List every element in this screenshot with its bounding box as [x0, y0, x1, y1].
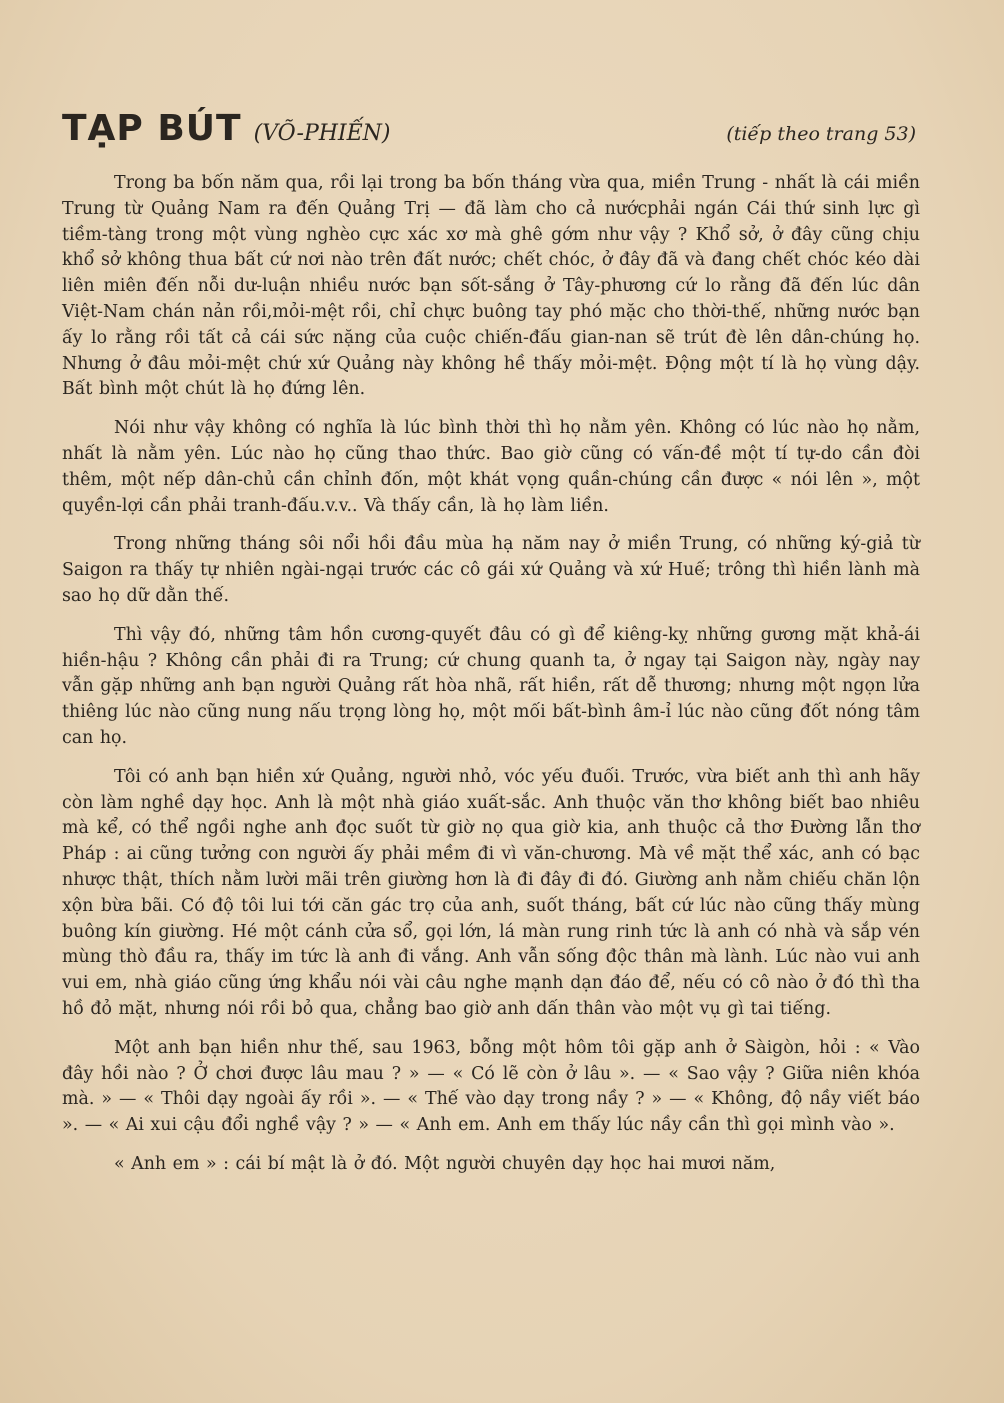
paragraph-6: Một anh bạn hiền như thế, sau 1963, bỗng một hôm tôi gặp anh ở Sàigòn, hỏi : « Vào đây hồi nào ? Ở chơi được lâu mau ? » — « Có lẽ còn ở lâu ». — « Sao vậy ? Giữa niên khóa mà. » — « Thôi dạy ngoài ấy rồi ». — « Thế vào dạy trong nầy ? » — « Không, độ nầy viết báo ». — « Ai xui cậu đổi nghề vậy ? » — « Anh em. Anh em thấy lúc nầy cần thì gọi mình vào ». [62, 1037, 920, 1136]
paragraph-4: Thì vậy đó, những tâm hồn cương-quyết đâu có gì để kiêng-kỵ những gương mặt khả-ái hiền-hậu ? Không cần phải đi ra Trung; cứ chung quanh ta, ở ngay tại Saigon này, ngày nay vẫn gặp những anh bạn người Quảng rất hòa nhã, rất hiền, rất dễ thương; nhưng một ngọn lửa thiêng lúc nào cũng nung nấu trọng lòng họ, một mối bất-bình âm-ỉ lúc nào cũng đốt nóng tâm can họ. [62, 624, 920, 748]
paragraph-2: Nói như vậy không có nghĩa là lúc bình thời thì họ nằm yên. Không có lúc nào họ nằm, nhất là nằm yên. Lúc nào họ cũng thao thức. Bao giờ cũng có vấn-đề một tí tự-do cần đòi thêm, một nếp dân-chủ cần chỉnh đốn, một khát vọng quần-chúng cần được « nói lên », một quyền-lợi cần phải tranh-đấu.v.v.. Và thấy cần, là họ làm liền. [62, 418, 920, 516]
paragraph-1: Trong ba bốn năm qua, rồi lại trong ba bốn tháng vừa qua, miền Trung - nhất là cái miền Trung từ Quảng Nam ra đến Quảng Trị — đã làm cho cả nướcphải ngán Cái thứ sinh lực gì tiềm-tàng trong một vùng nghèo cực xác xơ mà ghê gớm như vậy ? Khổ sở, ở đây cũng chịu khổ sở không thua bất cứ nơi nào trên đất nước; chết chóc, ở đây đã và đang chết chóc kéo dài liên miên đến nỗi dư-luận nhiều nước bạn sốt-sắng ở Tây-phương cứ lo rằng đã đến lúc dân Việt-Nam chán nản rồi,mỏi-mệt rồi, chỉ chực buông tay phó mặc cho thời-thế, những nước bạn ấy lo rằng rồi tất cả cái sức nặng của cuộc chiến-đấu gian-nan sẽ trút đè lên dân-chúng họ. Nhưng ở đâu mỏi-mệt chứ xứ Quảng này không hề thấy mỏi-mệt. Động một tí là họ vùng dậy. Bất bình một chút là họ đứng lên. [62, 173, 920, 400]
article [62, 108, 920, 1178]
paragraph-5: Tôi có anh bạn hiền xứ Quảng, người nhỏ, vóc yếu đuối. Trước, vừa biết anh thì anh hãy còn làm nghề dạy học. Anh là một nhà giáo xuất-sắc. Anh thuộc văn thơ không biết bao nhiêu mà kể, có thể ngồi nghe anh đọc suốt từ giờ nọ qua giờ kia, anh thuộc cả thơ Đường lẫn thơ Pháp : ai cũng tưởng con người ấy phải mềm đi vì văn-chương. Mà về mặt thể xác, anh có bạc nhược thật, thích nằm lười mãi trên giường hơn là đi đây đi đó. Giường anh nằm chiếu chăn lộn xộn bừa bãi. Có độ tôi lui tới căn gác trọ của anh, suốt tháng, bất cứ lúc nào cũng thấy mùng buông kín giường. Hé một cánh cửa sổ, gọi lớn, lá màn rung rinh tức là anh có nhà và sắp vén mùng thò đầu ra, thấy im tức là anh đi vắng. Anh vẫn sống độc thân mà lành. Lúc nào vui anh vui em, nhà giáo cũng ứng khẩu nói vài câu nghe mạnh dạn đáo để, nếu có cô nào ở đó thì tha hồ đỏ mặt, nhưng nói rồi bỏ qua, chẳng bao giờ anh dấn thân vào một vụ gì tai tiếng. [62, 766, 920, 1019]
paragraph-7: « Anh em » : cái bí mật là ở đó. Một người chuyên dạy học hai mươi năm, [114, 1153, 776, 1174]
paragraph-3: Trong những tháng sôi nổi hồi đầu mùa hạ năm nay ở miền Trung, có những ký-giả từ Saigon ra thấy tự nhiên ngài-ngại trước các cô gái xứ Quảng và xứ Huế; trông thì hiền lành mà sao họ dữ dằn thế. [62, 534, 920, 606]
continued-note: (tiếp theo trang 53) [726, 123, 916, 145]
article-header [62, 108, 920, 149]
article-author: (VÕ-PHIẾN) [253, 121, 391, 146]
title-group [62, 108, 391, 149]
article-title: TẠP BÚT [62, 108, 242, 149]
